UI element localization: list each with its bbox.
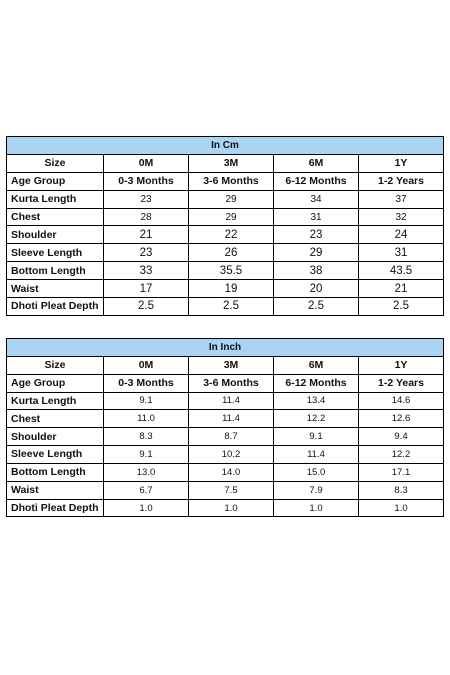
table-row — [7, 172, 444, 190]
table-title-row — [7, 339, 444, 357]
row-label: Waist — [7, 481, 104, 499]
measurement-cell: 34 — [274, 190, 359, 208]
measurement-cell: 23 — [274, 226, 359, 244]
row-label: Sleeve Length — [7, 446, 104, 464]
measurement-cell: 1.0 — [274, 499, 359, 517]
measurement-cell: 12.2 — [359, 446, 444, 464]
measurement-cell: 28 — [104, 208, 189, 226]
table-row — [7, 262, 444, 280]
measurement-cell: 38 — [274, 262, 359, 280]
measurement-cell: 17.1 — [359, 463, 444, 481]
size-chart-cm-table — [6, 136, 444, 316]
row-label: Sleeve Length — [7, 244, 104, 262]
measurement-cell: 22 — [189, 226, 274, 244]
table-row — [7, 280, 444, 298]
row-label: Waist — [7, 280, 104, 298]
column-header-row — [7, 154, 444, 172]
table-title: In Cm — [7, 137, 444, 155]
measurement-cell: 21 — [104, 226, 189, 244]
table-row — [7, 481, 444, 499]
age-group-cell: 3-6 Months — [189, 374, 274, 392]
measurement-cell: 9.1 — [104, 446, 189, 464]
table-row — [7, 392, 444, 410]
measurement-cell: 33 — [104, 262, 189, 280]
measurement-cell: 2.5 — [274, 298, 359, 316]
measurement-cell: 26 — [189, 244, 274, 262]
size-column-header: 3M — [189, 356, 274, 374]
table-row — [7, 226, 444, 244]
measurement-cell: 9.1 — [104, 392, 189, 410]
measurement-cell: 32 — [359, 208, 444, 226]
table-row — [7, 463, 444, 481]
measurement-cell: 9.1 — [274, 428, 359, 446]
measurement-cell: 24 — [359, 226, 444, 244]
row-label: Kurta Length — [7, 190, 104, 208]
measurement-cell: 13.4 — [274, 392, 359, 410]
measurement-cell: 6.7 — [104, 481, 189, 499]
measurement-cell: 23 — [104, 244, 189, 262]
table-row — [7, 190, 444, 208]
measurement-cell: 8.3 — [359, 481, 444, 499]
row-label: Shoulder — [7, 428, 104, 446]
row-label: Bottom Length — [7, 262, 104, 280]
age-group-cell: 0-3 Months — [104, 374, 189, 392]
measurement-cell: 29 — [189, 208, 274, 226]
table-row — [7, 428, 444, 446]
age-group-cell: 6-12 Months — [274, 172, 359, 190]
measurement-cell: 7.5 — [189, 481, 274, 499]
column-header-row — [7, 356, 444, 374]
measurement-cell: 8.3 — [104, 428, 189, 446]
measurement-cell: 12.2 — [274, 410, 359, 428]
table-row — [7, 499, 444, 517]
table-row — [7, 208, 444, 226]
measurement-cell: 11.4 — [189, 410, 274, 428]
size-column-header: 1Y — [359, 356, 444, 374]
row-label: Dhoti Pleat Depth — [7, 298, 104, 316]
age-group-cell: 6-12 Months — [274, 374, 359, 392]
size-column-header: 0M — [104, 154, 189, 172]
measurement-cell: 21 — [359, 280, 444, 298]
size-column-header: 6M — [274, 356, 359, 374]
measurement-cell: 35.5 — [189, 262, 274, 280]
table-title-row — [7, 137, 444, 155]
row-label: Dhoti Pleat Depth — [7, 499, 104, 517]
measurement-cell: 13.0 — [104, 463, 189, 481]
measurement-cell: 8.7 — [189, 428, 274, 446]
measurement-cell: 1.0 — [359, 499, 444, 517]
measurement-cell: 43.5 — [359, 262, 444, 280]
size-column-header: 3M — [189, 154, 274, 172]
measurement-cell: 11.4 — [189, 392, 274, 410]
age-group-cell: 0-3 Months — [104, 172, 189, 190]
measurement-cell: 20 — [274, 280, 359, 298]
measurement-cell: 11.4 — [274, 446, 359, 464]
row-label: Age Group — [7, 374, 104, 392]
measurement-cell: 23 — [104, 190, 189, 208]
measurement-cell: 15.0 — [274, 463, 359, 481]
measurement-cell: 14.6 — [359, 392, 444, 410]
measurement-cell: 14.0 — [189, 463, 274, 481]
size-header: Size — [7, 154, 104, 172]
row-label: Chest — [7, 410, 104, 428]
measurement-cell: 37 — [359, 190, 444, 208]
measurement-cell: 2.5 — [104, 298, 189, 316]
measurement-cell: 29 — [274, 244, 359, 262]
age-group-cell: 3-6 Months — [189, 172, 274, 190]
age-group-cell: 1-2 Years — [359, 172, 444, 190]
table-row — [7, 446, 444, 464]
size-header: Size — [7, 356, 104, 374]
measurement-cell: 19 — [189, 280, 274, 298]
measurement-cell: 9.4 — [359, 428, 444, 446]
measurement-cell: 31 — [274, 208, 359, 226]
measurement-cell: 11.0 — [104, 410, 189, 428]
row-label: Bottom Length — [7, 463, 104, 481]
measurement-cell: 31 — [359, 244, 444, 262]
row-label: Chest — [7, 208, 104, 226]
table-row — [7, 298, 444, 316]
size-column-header: 6M — [274, 154, 359, 172]
table-title: In Inch — [7, 339, 444, 357]
measurement-cell: 29 — [189, 190, 274, 208]
size-chart-inch-table — [6, 338, 444, 517]
measurement-cell: 1.0 — [189, 499, 274, 517]
table-row — [7, 244, 444, 262]
measurement-cell: 2.5 — [359, 298, 444, 316]
table-row — [7, 410, 444, 428]
measurement-cell: 10.2 — [189, 446, 274, 464]
measurement-cell: 7.9 — [274, 481, 359, 499]
measurement-cell: 12.6 — [359, 410, 444, 428]
row-label: Shoulder — [7, 226, 104, 244]
age-group-cell: 1-2 Years — [359, 374, 444, 392]
row-label: Kurta Length — [7, 392, 104, 410]
row-label: Age Group — [7, 172, 104, 190]
size-column-header: 1Y — [359, 154, 444, 172]
measurement-cell: 1.0 — [104, 499, 189, 517]
measurement-cell: 17 — [104, 280, 189, 298]
size-column-header: 0M — [104, 356, 189, 374]
measurement-cell: 2.5 — [189, 298, 274, 316]
table-row — [7, 374, 444, 392]
